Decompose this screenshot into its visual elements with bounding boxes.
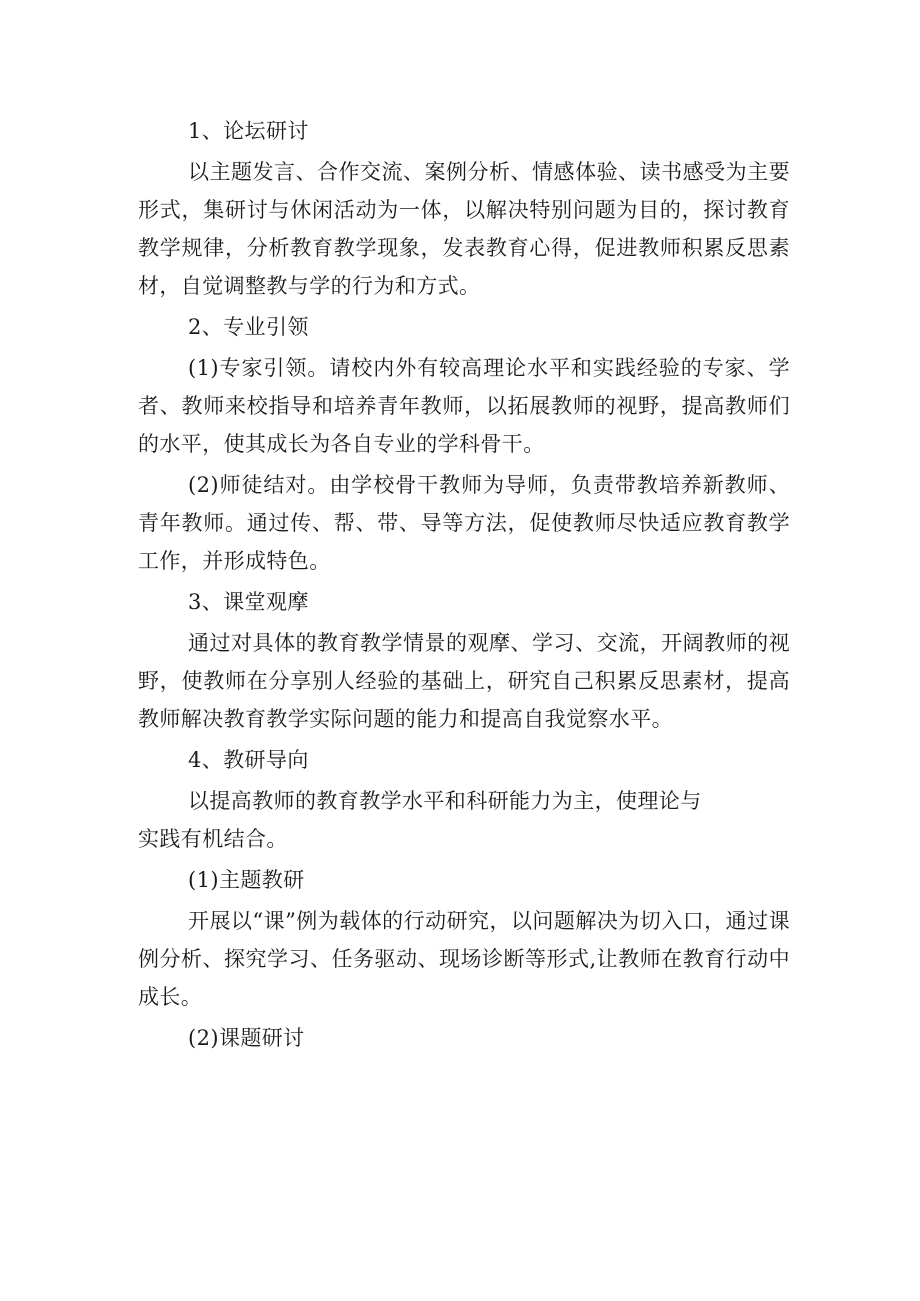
subsection-heading-theme-research: (1)主题教研 bbox=[188, 868, 305, 892]
paragraph-mentorship: (2)师徒结对。由学校骨干教师为导师，负责带教培养新教师、青年教师。通过传、帮、带、导等方法，促使教师尽快适应教育教学工作，并形成特色。 bbox=[138, 473, 790, 573]
paragraph-research-orientation bbox=[138, 782, 790, 858]
paragraph-expert-guidance: (1)专家引领。请校内外有较高理论水平和实践经验的专家、学者、教师来校指导和培养青年教师，以拓展教师的视野，提高教师们的水平，使其成长为各自专业的学科骨干。 bbox=[138, 356, 790, 456]
paragraph-line: 实践有机结合。 bbox=[138, 827, 288, 851]
section-heading-research-orientation: 4、教研导向 bbox=[188, 748, 309, 772]
section-heading-classroom-observation: 3、课堂观摩 bbox=[188, 590, 309, 614]
section-heading-forum: 1、论坛研讨 bbox=[188, 119, 309, 143]
paragraph-theme-research: 开展以“课”例为载体的行动研究，以问题解决为切入口，通过课例分析、探究学习、任务驱动、现场诊断等形式,让教师在教育行动中成长。 bbox=[138, 909, 790, 1009]
paragraph-forum: 以主题发言、合作交流、案例分析、情感体验、读书感受为主要形式，集研讨与休闲活动为一体，以解决特别问题为目的，探讨教育教学规律，分析教育教学现象，发表教育心得，促进教师积累反思素材，自觉调整教与学的行为和方式。 bbox=[138, 160, 790, 298]
document-body bbox=[138, 112, 790, 1057]
subsection-heading-topic-research: (2)课题研讨 bbox=[188, 1026, 305, 1050]
section-heading-professional-guidance: 2、专业引领 bbox=[188, 315, 309, 339]
paragraph-classroom-observation: 通过对具体的教育教学情景的观摩、学习、交流，开阔教师的视野，使教师在分享别人经验的基础上，研究自己积累反思素材，提高教师解决教育教学实际问题的能力和提高自我觉察水平。 bbox=[138, 631, 790, 731]
paragraph-line: 以提高教师的教育教学水平和科研能力为主，使理论与 bbox=[188, 789, 702, 813]
